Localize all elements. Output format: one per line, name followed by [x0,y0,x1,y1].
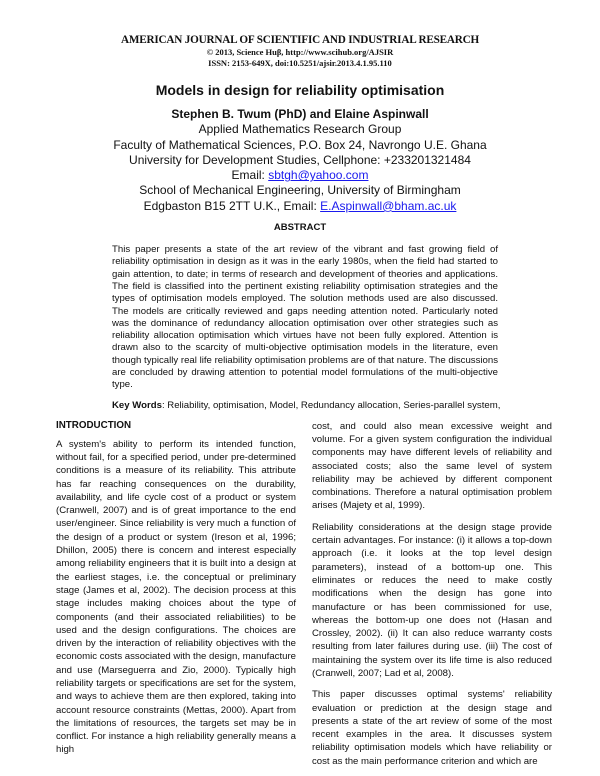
affiliation-line: University for Development Studies, Cellphone: +233201321484 [129,152,471,167]
paragraph: This paper discusses optimal systems' reliability evaluation or prediction at the design stage and presents a state of the art review of some of the most recent examples in the area. It discusses system reliability optimisation models which have reliability or cost as the main performance criterion and which are [312,689,552,767]
journal-issn: ISSN: 2153-649X, doi:10.5251/ajsir.2013.4.1.95.110 [208,58,392,68]
email-link-2[interactable]: E.Aspinwall@bham.ac.uk [320,198,457,213]
email-line [0,199,600,214]
abstract-heading: ABSTRACT [273,222,327,234]
affiliation-line: Faculty of Mathematical Sciences, P.O. Box 24, Navrongo U.E. Ghana [113,137,487,152]
email-link-1[interactable]: sbtgh@yahoo.com [268,168,369,183]
body-columns [56,420,552,776]
paragraph: cost, and could also mean excessive weight and volume. For a given system configuration the individual components may have different levels of reliability and associated costs; also the same level of system reliability may be achieved by different component combinations. Therefore a natural optimisation problem arises (Majety et al, 1999). [312,420,552,512]
keywords-label: Key Words [112,399,162,411]
paragraph: A system's ability to perform its intended function, without fail, for a specified period, under pre-determined conditions is a measure of its reliability. This attribute has far reaching consequences on the durability, availability, and life cycle cost of a product or system (Cranwell, 2007) and is of great importance to the end user/engineer. Since reliability is very much a function of the design of a product or system (Ireson et al, 1996; Dhillon, 2005) there is concern and interest especially among reliability engineers that it is built into a design at the earliest stages, i.e. the conceptual or preliminary stage (James et al, 2002). The decision process at this stage includes making choices about the type of components (and their associated reliabilities) to be used and the design configurations. The choices are driven by the interaction of reliability objectives with the economic costs associated with the design, manufacture and use (Marseguerra and Zio, 2000). Typically high reliability targets or specifications are set for the system, and ways to achieve them are then explored, taking into account resource constraints (Mettas, 2000). Apart from the limitations of resources, the targets set may be in conflict. For instance a high reliability generally means a high [56,438,296,756]
keywords-text: : Reliability, optimisation, Model, Redundancy allocation, Series-parallel system, [161,399,501,411]
left-column [56,420,296,765]
email-label: Email: [231,168,269,183]
affiliation-line: School of Mechanical Engineering, University of Birmingham [139,183,461,198]
email-line [0,168,600,183]
paragraph: Reliability considerations at the design stage provide certain advantages. For instance: (i) it allows a top-down approach (i.e. it looks at the top level design parameters), instead of a bottom-up one. This eliminates or reduces the need to make costly modifications when the design has gone into manufacture or has been commissioned for use, whereas the bottom-up one does not (Hasan and Crossley, 2002). (ii) It can also reduce warranty costs resulting from later failures during use. (iii) The cost of maintaining the system over its life time is also reduced (Cranwell, 2007; Lad et al, 2008). [312,521,552,679]
abstract-text: This paper presents a state of the art review of the vibrant and fast growing field of reliability optimisation in design as it was in the early 1980s, when the field had started to gain attention, to date; in terms of research and development of theories and applications. The field is classified into the pertinent existing reliability optimisation strategies and the types of optimisation models employed. The solution methods used are also discussed. The models are critically reviewed and gaps needing attention noted. Particularly noted was the dominance of redundancy allocation optimisation over other strategies such as reliability allocation optimisation which virtues have not been fully explored. Attention is drawn also to the scarcity of multi-objective optimisation models in the literature, even though typically real life reliability optimisation problems are of that nature. The discussions are concluded by drawing attention to potential model formulations of the multi-objective type. [112,244,498,391]
author-block [0,107,600,214]
keywords [112,400,542,412]
affiliation-line: Applied Mathematics Research Group [198,122,402,137]
section-heading-introduction: INTRODUCTION [56,419,132,431]
author-names: Stephen B. Twum (PhD) and Elaine Aspinwall [171,107,429,121]
journal-header [0,34,600,69]
affiliation-address: Edgbaston B15 2TT U.K., Email: [143,198,321,213]
paper-title: Models in design for reliability optimisation [155,82,445,98]
journal-name: AMERICAN JOURNAL OF SCIENTIFIC AND INDUSTRIAL RESEARCH [120,34,480,46]
right-column [312,420,552,776]
journal-copyright: © 2013, Science Huβ, http://www.scihub.org/AJSIR [206,47,394,57]
